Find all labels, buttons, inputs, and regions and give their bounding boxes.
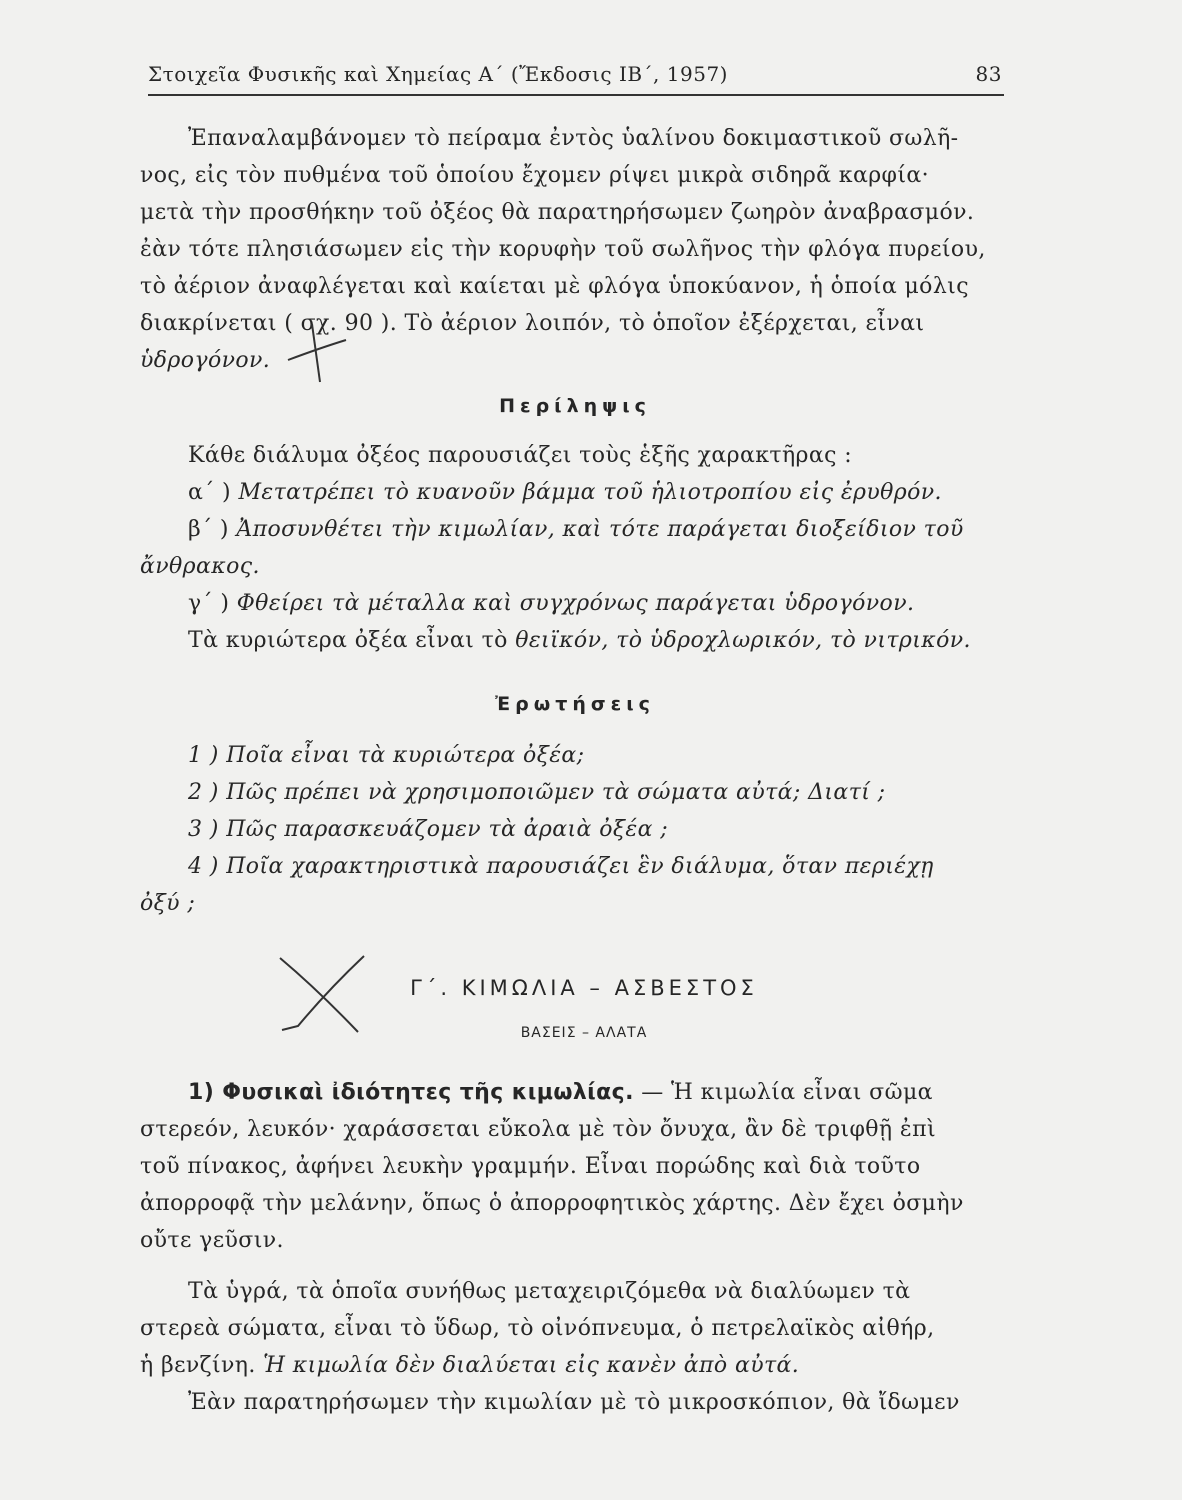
page-number: 83 [975, 62, 1002, 86]
text-line: Τὰ ὑγρά, τὰ ὁποῖα συνήθως μεταχειριζόμεθα νὰ διαλύωμεν τὰ [188, 1279, 911, 1304]
item-marker: β΄ ) [188, 517, 229, 542]
item-marker: α΄ ) [188, 480, 232, 505]
summary-item-continuation: ἄνθρακος. [140, 554, 260, 579]
question-marker: 3 ) [188, 817, 219, 842]
questions-section [140, 686, 1010, 922]
text-line: διακρίνεται ( σχ. 90 ). Τὸ ἀέριον λοιπόν, τὸ ὁποῖον ἐξέρχεται, εἶναι [140, 311, 925, 336]
pencil-cross-mark-icon [280, 320, 360, 390]
question-marker: 4 ) [188, 854, 219, 879]
chapter-heading-block [140, 970, 1010, 1052]
italic-statement: Ἡ κιμωλία δὲν διαλύεται εἰς κανὲν ἀπὸ αὐτά. [263, 1353, 800, 1378]
text-line: τὸ ἀέριον ἀναφλέγεται καὶ καίεται μὲ φλόγα ὑποκύανον, ἡ ὁποία μόλις [140, 274, 969, 299]
item-text: Φθείρει τὰ μέταλλα καὶ συγχρόνως παράγεται ὑδρογόνον. [236, 591, 915, 616]
question-continuation: ὀξύ ; [140, 891, 196, 916]
question-item [140, 848, 1010, 885]
question-item [140, 811, 1010, 848]
intro-paragraph [140, 120, 1010, 379]
main-acids-prefix: Τὰ κυριώτερα ὀξέα εἶναι τὸ [188, 628, 508, 653]
question-text: Ποῖα χαρακτηριστικὰ παρουσιάζει ἓν διάλυμα, ὅταν περιέχῃ [226, 854, 934, 879]
item-text: Μετατρέπει τὸ κυανοῦν βάμμα τοῦ ἡλιοτροπίου εἰς ἐρυθρόν. [238, 480, 942, 505]
main-acids-line [140, 622, 1010, 659]
question-item [140, 774, 1010, 811]
text-line: ὑδρογόνον. [140, 348, 271, 373]
question-marker: 2 ) [188, 780, 219, 805]
summary-heading: Περίληψις [499, 395, 651, 417]
text-line: στερεὰ σώματα, εἶναι τὸ ὕδωρ, τὸ οἰνόπνευμα, ὁ πετρελαϊκὸς αἰθήρ, [140, 1316, 935, 1341]
section-1-first-line [140, 1074, 1010, 1111]
text-line: μετὰ τὴν προσθήκην τοῦ ὀξέος θὰ παρατηρήσωμεν ζωηρὸν ἀναβρασμόν. [140, 200, 975, 225]
summary-item [140, 474, 1010, 511]
text-line: Ἐπαναλαμβάνομεν τὸ πείραμα ἐντὸς ὑαλίνου δοκιμαστικοῦ σωλῆ- [188, 126, 959, 151]
main-acids-list: θειϊκόν, τὸ ὑδροχλωρικόν, τὸ νιτρικόν. [515, 628, 971, 653]
questions-heading: Ἐρωτήσεις [495, 693, 655, 715]
text-line [140, 1347, 1010, 1384]
text-line: στερεόν, λευκόν· χαράσσεται εὔκολα μὲ τὸν ὄνυχα, ἂν δὲ τριφθῇ ἐπὶ [140, 1117, 936, 1142]
running-header [148, 56, 1004, 96]
question-item [140, 737, 1010, 774]
section-1 [140, 1074, 1010, 1421]
text-line: Ἐὰν παρατηρήσωμεν τὴν κιμωλίαν μὲ τὸ μικροσκόπιον, θὰ ἴδωμεν [188, 1390, 960, 1415]
summary-intro: Κάθε διάλυμα ὀξέος παρουσιάζει τοὺς ἑξῆς χαρακτῆρας : [188, 443, 853, 468]
text-line: ἀπορροφᾷ τὴν μελάνην, ὅπως ὁ ἀπορροφητικὸς χάρτης. Δὲν ἔχει ὀσμὴν [140, 1191, 964, 1216]
summary-item [140, 511, 1010, 548]
summary-section [140, 388, 1010, 659]
question-marker: 1 ) [188, 743, 219, 768]
text-line: τοῦ πίνακος, ἀφήνει λευκὴν γραμμήν. Εἶναι πορώδης καὶ διὰ τοῦτο [140, 1154, 921, 1179]
text-line: νος, εἰς τὸν πυθμένα τοῦ ὁποίου ἔχομεν ρίψει μικρὰ σιδηρᾶ καρφία· [140, 163, 930, 188]
question-text: Ποῖα εἶναι τὰ κυριώτερα ὀξέα; [226, 743, 585, 768]
question-text: Πῶς παρασκευάζομεν τὰ ἀραιὰ ὀξέα ; [226, 817, 669, 842]
question-text: Πῶς πρέπει νὰ χρησιμοποιῶμεν τὰ σώματα αὐτά; Διατί ; [226, 780, 886, 805]
summary-item [140, 585, 1010, 622]
text-line: — Ἡ κιμωλία εἶναι σῶμα [641, 1080, 933, 1105]
text-line: ἐὰν τότε πλησιάσωμεν εἰς τὴν κορυφὴν τοῦ σωλῆνος τὴν φλόγα πυρείου, [140, 237, 986, 262]
text-line: οὔτε γεῦσιν. [140, 1228, 284, 1253]
book-title: Στοιχεῖα Φυσικῆς καὶ Χημείας Α΄ (Ἔκδοσις ΙΒ΄, 1957) [148, 62, 728, 86]
chapter-subtitle: ΒΑΣΕΙΣ – ΑΛΑΤΑ [520, 1025, 648, 1041]
item-text: Ἀποσυνθέτει τὴν κιμωλίαν, καὶ τότε παράγεται διοξείδιον τοῦ [236, 517, 964, 542]
section-1-heading: 1) Φυσικαὶ ἰδιότητες τῆς κιμωλίας. [188, 1080, 634, 1105]
item-marker: γ΄ ) [188, 591, 230, 616]
text-span: ἡ βενζίνη. [140, 1353, 256, 1378]
chapter-title: Γ΄. ΚΙΜΩΛΙΑ – ΑΣΒΕΣΤΟΣ [410, 976, 758, 1000]
